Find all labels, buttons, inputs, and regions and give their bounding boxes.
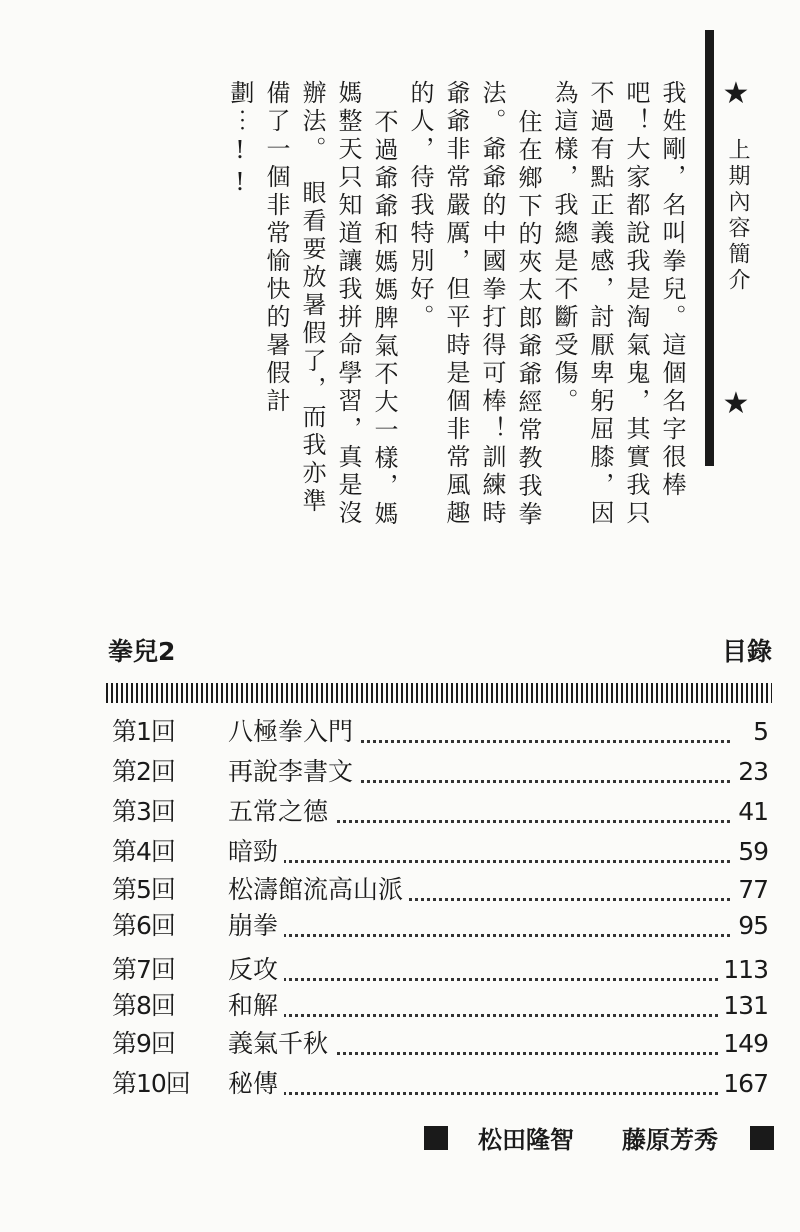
chapter-page: 167	[719, 1066, 768, 1102]
hatched-divider	[106, 683, 772, 703]
authors-line	[424, 1118, 774, 1158]
chapter-number: 第3回	[112, 797, 175, 826]
chapter-title: 松濤館流高山派	[228, 872, 409, 908]
previous-summary-section	[0, 0, 800, 600]
chapter-page: 23	[734, 754, 768, 790]
summary-text	[226, 80, 690, 530]
vertical-divider-bar	[705, 30, 714, 466]
chapter-number: 第6回	[112, 911, 175, 940]
chapter-page: 5	[749, 714, 768, 750]
chapter-title: 八極拳入門	[228, 714, 359, 750]
chapter-page: 149	[719, 1026, 768, 1062]
leader-dots	[228, 942, 730, 981]
star-icon: ★	[722, 386, 750, 421]
chapter-number: 第5回	[112, 875, 175, 904]
chapter-title: 義氣千秋	[228, 1026, 334, 1062]
chapter-title: 秘傳	[228, 1066, 284, 1102]
author-name: 松田隆智	[478, 1126, 574, 1154]
chapter-number: 第1回	[112, 717, 175, 746]
square-bullet-icon	[750, 1126, 774, 1150]
chapter-title: 和解	[228, 988, 284, 1024]
chapter-title: 崩拳	[228, 908, 284, 944]
chapter-title: 暗勁	[228, 834, 284, 870]
book-title: 拳兒2	[108, 637, 176, 666]
chapter-number: 第8回	[112, 991, 175, 1020]
chapter-number: 第9回	[112, 1029, 175, 1058]
summary-paragraph: 住在鄉下的夾太郎爺爺經常教我拳法。爺爺的中國拳打得可棒！訓練時爺爺非常嚴厲，但平時是個非常風趣的人，待我特別好。	[406, 80, 542, 529]
chapter-page: 131	[719, 988, 768, 1024]
chapter-number: 第10回	[112, 1069, 190, 1098]
chapter-title: 再說李書文	[228, 754, 359, 790]
chapter-page: 113	[719, 952, 768, 988]
toc-title: 目錄	[721, 637, 772, 666]
chapter-page: 77	[734, 872, 768, 908]
star-icon: ★	[722, 76, 750, 111]
chapter-number: 第2回	[112, 757, 175, 786]
chapter-page: 59	[734, 834, 768, 870]
chapter-number: 第7回	[112, 955, 175, 984]
toc-row	[112, 1066, 768, 1102]
chapter-number: 第4回	[112, 837, 175, 866]
toc-header	[108, 628, 772, 668]
square-bullet-icon	[424, 1126, 448, 1150]
toc-row	[112, 908, 768, 944]
chapter-page: 41	[734, 794, 768, 830]
chapter-title: 五常之德	[228, 794, 334, 830]
summary-paragraph: 我姓剛，名叫拳兒。這個名字很棒吧！大家都說我是淘氣鬼，其實我只不過有點正義感，討厭卑躬屈膝，因為這樣，我總是不斷受傷。	[550, 80, 686, 528]
summary-heading: 上期內容簡介	[725, 138, 750, 294]
author-name: 藤原芳秀	[622, 1126, 718, 1154]
chapter-title: 反攻	[228, 952, 284, 988]
leader-dots	[228, 978, 730, 1017]
summary-paragraph: 不過爺爺和媽媽脾氣不大一樣，媽媽整天只知道讓我拼命學習，真是沒辦法。 眼看要放暑假了，而我亦準備了一個非常愉快的暑假計劃⋯!!	[226, 80, 398, 529]
chapter-page: 95	[734, 908, 768, 944]
